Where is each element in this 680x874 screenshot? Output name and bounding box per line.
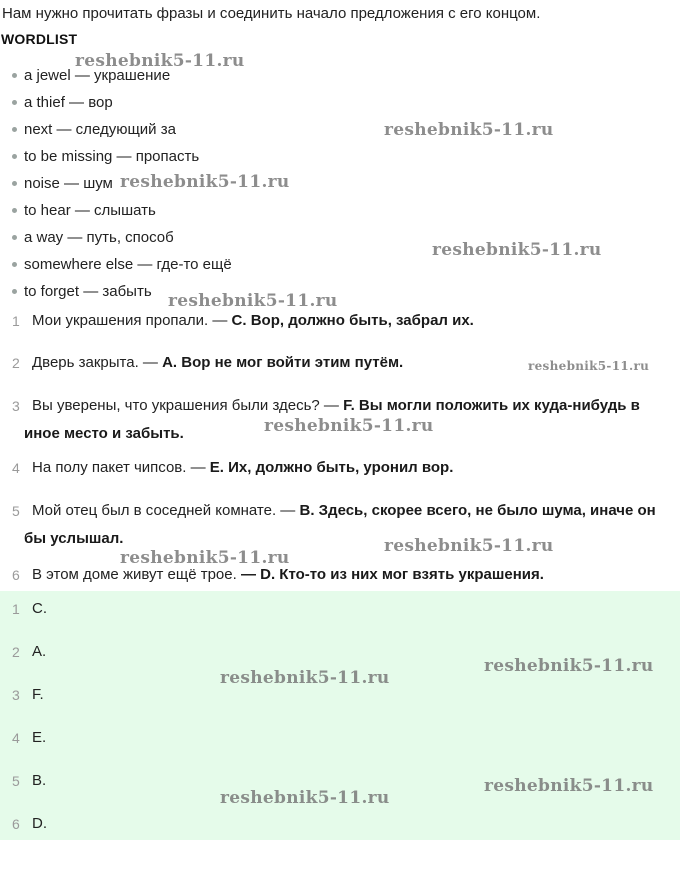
watermark: reshebnik5-11.ru — [220, 668, 390, 688]
watermark: reshebnik5-11.ru — [120, 172, 290, 192]
answer-number: 2 — [12, 644, 20, 660]
pair-end-continued: бы услышал. — [24, 530, 124, 547]
pair-start: В этом доме живут ещё трое. — [32, 566, 241, 583]
pair-end-continued: иное место и забыть. — [24, 425, 184, 442]
bullet-icon — [12, 154, 17, 159]
bullet-icon — [12, 127, 17, 132]
pair-end: A. Вор не мог войти этим путём. — [162, 354, 404, 371]
bullet-icon — [12, 262, 17, 267]
watermark: reshebnik5-11.ru — [528, 359, 650, 373]
watermark: reshebnik5-11.ru — [264, 416, 434, 436]
pair-start: На полу пакет чипсов. — — [32, 459, 210, 476]
watermark: reshebnik5-11.ru — [384, 536, 554, 556]
pair-row — [0, 454, 680, 482]
bullet-icon — [12, 100, 17, 105]
pair-row — [0, 307, 680, 335]
answer-number: 6 — [12, 816, 20, 832]
pair-number: 2 — [12, 355, 20, 371]
wordlist-item: to be missing — пропасть — [0, 147, 232, 174]
pair-number: 6 — [12, 567, 20, 583]
wordlist-item: to hear — слышать — [0, 201, 232, 228]
answer-value: A. — [32, 643, 47, 660]
watermark: reshebnik5-11.ru — [484, 776, 654, 796]
pair-start: Дверь закрыта. — — [32, 354, 163, 371]
wordlist-item: to forget — забыть — [0, 282, 232, 309]
answer-number: 3 — [12, 687, 20, 703]
pair-start: Вы уверены, что украшения были здесь? — — [32, 397, 344, 414]
wordlist-item: somewhere else — где-то ещё — [0, 255, 232, 282]
answer-number: 4 — [12, 730, 20, 746]
pair-number: 1 — [12, 313, 20, 329]
wordlist-item: a way — путь, способ — [0, 228, 232, 255]
answer-value: D. — [32, 815, 47, 832]
bullet-icon — [12, 235, 17, 240]
bullet-icon — [12, 289, 17, 294]
watermark: reshebnik5-11.ru — [384, 120, 554, 140]
wordlist-item: a jewel — украшение — [0, 66, 232, 93]
pair-number: 5 — [12, 503, 20, 519]
answer-value: F. — [32, 686, 44, 703]
answer-value: E. — [32, 729, 47, 746]
pair-start: Мои украшения пропали. — — [32, 312, 232, 329]
bullet-icon — [12, 208, 17, 213]
pair-start: Мой отец был в соседней комнате. — — [32, 502, 300, 519]
watermark: reshebnik5-11.ru — [75, 51, 245, 71]
bullet-icon — [12, 181, 17, 186]
wordlist-item: next — следующий за — [0, 120, 232, 147]
pair-end: B. Здесь, скорее всего, не было шума, иначе он — [299, 502, 656, 519]
intro-text: Нам нужно прочитать фразы и соединить начало предложения с его концом. — [2, 5, 541, 22]
pair-end: F. Вы могли положить их куда-нибудь в — [343, 397, 640, 414]
watermark: reshebnik5-11.ru — [120, 548, 290, 568]
wordlist-title: WORDLIST — [1, 31, 78, 47]
pair-end: C. Вор, должно быть, забрал их. — [231, 312, 474, 329]
watermark: reshebnik5-11.ru — [484, 656, 654, 676]
pair-number: 3 — [12, 398, 20, 414]
pair-end: E. Их, должно быть, уронил вор. — [209, 459, 454, 476]
answer-number: 1 — [12, 601, 20, 617]
wordlist-item: a thief — вор — [0, 93, 232, 120]
answer-value: C. — [32, 600, 47, 617]
watermark: reshebnik5-11.ru — [220, 788, 390, 808]
pair-row — [0, 497, 680, 553]
answer-value: B. — [32, 772, 47, 789]
pair-row — [0, 561, 680, 589]
pair-end: — D. Кто-то из них мог взять украшения. — [240, 566, 544, 583]
watermark: reshebnik5-11.ru — [432, 240, 602, 260]
bullet-icon — [12, 73, 17, 78]
watermark: reshebnik5-11.ru — [168, 291, 338, 311]
answer-number: 5 — [12, 773, 20, 789]
pair-number: 4 — [12, 460, 20, 476]
wordlist-item: noise — шум — [0, 174, 232, 201]
